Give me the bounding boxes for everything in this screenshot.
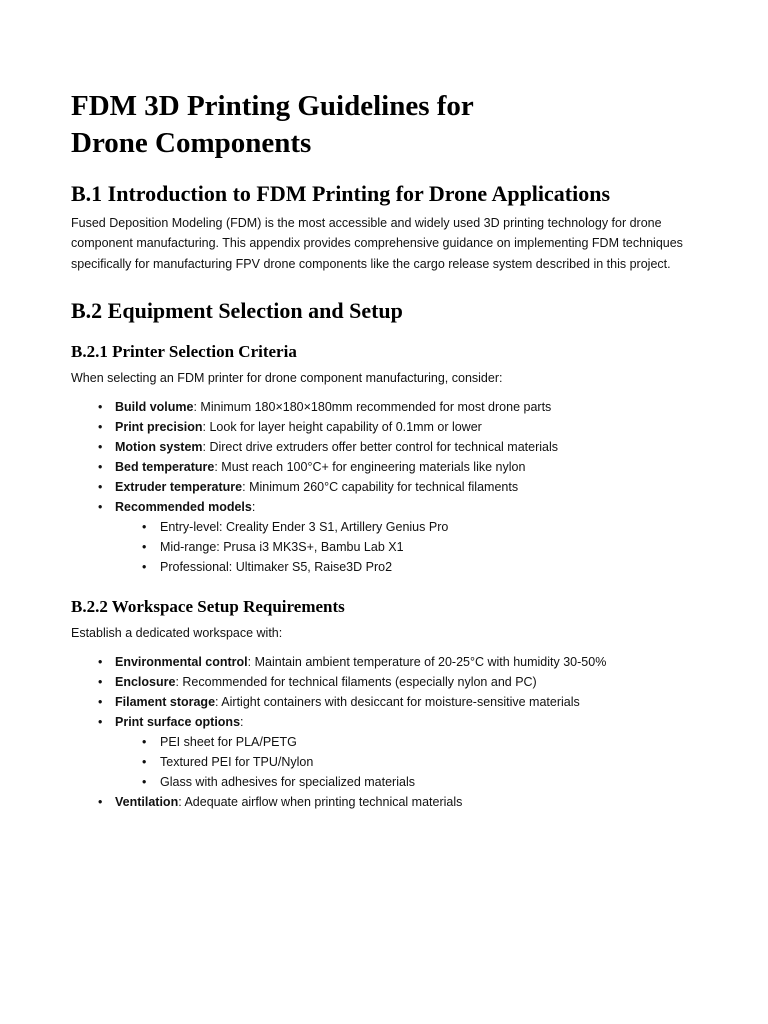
section-b22-intro: Establish a dedicated workspace with:: [71, 626, 283, 640]
paragraph-line: component manufacturing. This appendix provides comprehensive guidance on implementing FDM techniques: [71, 236, 683, 251]
list-item-text: : Must reach 100°C+ for engineering materials like nylon: [214, 460, 526, 474]
list-item: [71, 672, 711, 692]
section-b1-paragraph: [71, 213, 711, 274]
list-item-text: : Direct drive extruders offer better control for technical materials: [202, 440, 558, 454]
sub-list-item: • Textured PEI for TPU/Nylon: [71, 752, 711, 772]
list-item: [71, 692, 711, 712]
document-title: [71, 88, 711, 162]
list-item-term: Environmental control: [115, 655, 248, 669]
list-item: [71, 652, 711, 672]
list-item-term: Motion system: [115, 440, 203, 454]
list-item-term: Enclosure: [115, 675, 176, 689]
paragraph-line: specifically for manufacturing FPV drone components like the cargo release system described in this project.: [71, 256, 671, 271]
list-item: [71, 437, 711, 457]
list-item-term: Print surface options: [115, 715, 241, 729]
list-item-text: : Airtight containers with desiccant for moisture-sensitive materials: [215, 695, 580, 709]
printer-criteria-list: [71, 397, 711, 577]
list-item-term: Filament storage: [115, 695, 216, 709]
list-item-text: : Recommended for technical filaments (especially nylon and PC): [175, 675, 537, 689]
list-item-text: : Look for layer height capability of 0.1mm or lower: [202, 420, 482, 434]
section-b21-intro: When selecting an FDM printer for drone component manufacturing, consider:: [71, 371, 503, 385]
list-item-text: : Adequate airflow when printing technical materials: [178, 795, 463, 809]
sub-list-item: • Glass with adhesives for specialized materials: [71, 772, 711, 792]
list-item: [71, 477, 711, 497]
list-item-text: : Minimum 260°C capability for technical filaments: [242, 480, 519, 494]
list-item-text: :: [240, 715, 244, 729]
workspace-requirements-list: [71, 652, 711, 812]
sub-list-item: • PEI sheet for PLA/PETG: [71, 732, 711, 752]
list-item: [71, 497, 711, 517]
list-item-term: Recommended models: [115, 500, 252, 514]
sub-list-item: • Entry-level: Creality Ender 3 S1, Artillery Genius Pro: [71, 517, 711, 537]
section-b21-heading: B.2.1 Printer Selection Criteria: [71, 342, 297, 361]
list-item-term: Bed temperature: [115, 460, 215, 474]
list-item-term: Build volume: [115, 400, 194, 414]
paragraph-line: Fused Deposition Modeling (FDM) is the most accessible and widely used 3D printing technology for drone: [71, 216, 662, 230]
sub-list-item: • Professional: Ultimaker S5, Raise3D Pro2: [71, 557, 711, 577]
list-item: [71, 417, 711, 437]
section-b22-heading: B.2.2 Workspace Setup Requirements: [71, 597, 345, 616]
list-item-text: :: [251, 500, 256, 514]
list-item: [71, 457, 711, 477]
section-b2-heading: B.2 Equipment Selection and Setup: [71, 298, 403, 323]
list-item: [71, 712, 711, 732]
sub-list-item: • Mid-range: Prusa i3 MK3S+, Bambu Lab X1: [71, 537, 711, 557]
section-b1-heading: B.1 Introduction to FDM Printing for Drone Applications: [71, 181, 611, 206]
list-item-term: Print precision: [115, 420, 203, 434]
list-item-term: Ventilation: [115, 795, 179, 809]
list-item-text: : Maintain ambient temperature of 20-25°C with humidity 30-50%: [247, 655, 607, 669]
document-title-line-1: FDM 3D Printing Guidelines for: [71, 90, 474, 122]
list-item: [71, 397, 711, 417]
document-title-line-2: Drone Components: [71, 127, 312, 159]
list-item: [71, 792, 711, 812]
list-item-text: : Minimum 180×180×180mm recommended for most drone parts: [193, 400, 552, 414]
list-item-term: Extruder temperature: [115, 480, 243, 494]
